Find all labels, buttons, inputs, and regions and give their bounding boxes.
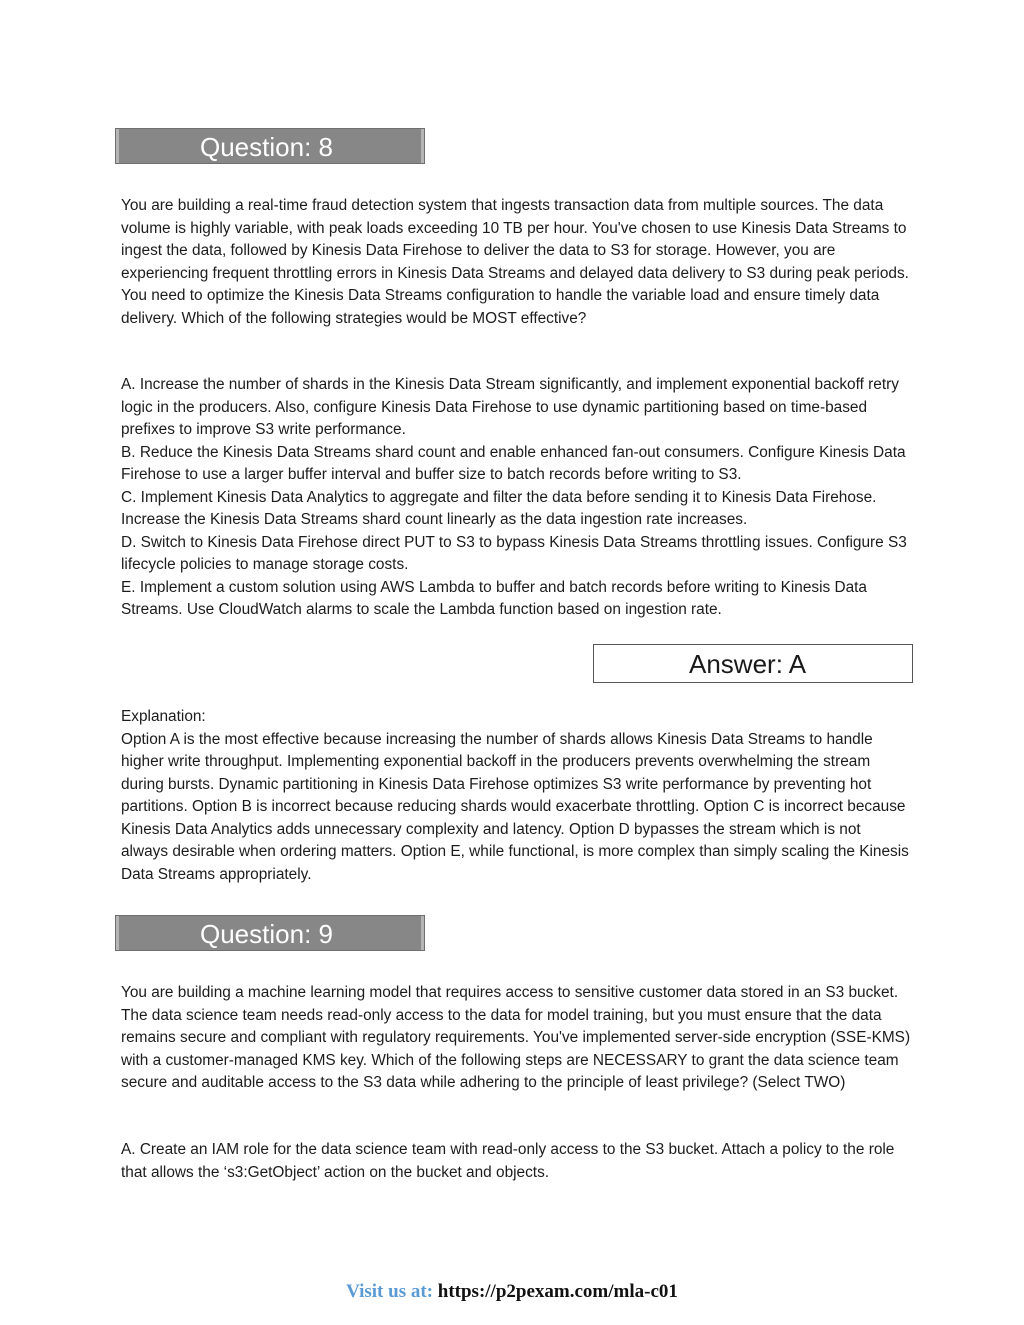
question-8-title: Question: 8: [200, 132, 333, 162]
option-b: B. Reduce the Kinesis Data Streams shard count and enable enhanced fan-out consumers. Configure Kinesis Data Firehose to use a larger buffer interval and buffer size to batch records before writing to S3.: [121, 443, 906, 483]
footer-url-link[interactable]: https://p2pexam.com/mla-c01: [437, 1281, 678, 1302]
q9-option-a: A. Create an IAM role for the data science team with read-only access to the S3 bucket. Attach a policy to the role that allows the ‘s3:GetObject’ action on the bucket and objects.: [121, 1141, 895, 1181]
question-8-stem: [121, 195, 911, 330]
question-8-stem-text: You are building a real-time fraud detection system that ingests transaction data from multiple sources. The data volume is highly variable, with peak loads exceeding 10 TB per hour. You've chosen to use Kinesis Data Streams to ingest the data, followed by Kinesis Data Firehose to deliver the data to S3 for storage. However, you are experiencing frequent throttling errors in Kinesis Data Streams and delayed data delivery to S3 during peak periods. You need to optimize the Kinesis Data Streams configuration to handle the variable load and ensure timely data delivery. Which of the following strategies would be MOST effective?: [121, 197, 909, 327]
question-8-explanation: [121, 706, 911, 886]
footer: [0, 1281, 1024, 1303]
question-9-stem: [121, 982, 911, 1095]
question-8-header: [115, 128, 425, 164]
explanation-text: Option A is the most effective because increasing the number of shards allows Kinesis Data Streams to handle higher write throughput. Implementing exponential backoff in the producers prevents overwhelming the stream during bursts. Dynamic partitioning in Kinesis Data Firehose optimizes S3 write performance by preventing hot partitions. Option B is incorrect because reducing shards would exacerbate throttling. Option C is incorrect because Kinesis Data Analytics adds unnecessary complexity and latency. Option D bypasses the stream which is not always desirable when ordering matters. Option E, while functional, is more complex than simply scaling the Kinesis Data Streams appropriately.: [121, 730, 909, 883]
option-e: E. Implement a custom solution using AWS Lambda to buffer and batch records before writing to Kinesis Data Streams. Use CloudWatch alarms to scale the Lambda function based on ingestion rate.: [121, 578, 867, 618]
question-8-options: [121, 374, 911, 622]
question-9-options: [121, 1139, 911, 1184]
answer-box: [593, 644, 913, 683]
option-d: D. Switch to Kinesis Data Firehose direct PUT to S3 to bypass Kinesis Data Streams throttling issues. Configure S3 lifecycle policies to manage storage costs.: [121, 533, 907, 573]
answer-text: Answer: A: [689, 649, 807, 679]
option-c: C. Implement Kinesis Data Analytics to aggregate and filter the data before sending it to Kinesis Data Firehose. Increase the Kinesis Data Streams shard count linearly as the data ingestion rate increases.: [121, 488, 877, 528]
question-9-stem-text: You are building a machine learning model that requires access to sensitive customer data stored in an S3 bucket. The data science team needs read-only access to the data for model training, but you must ensure that the data remains secure and compliant with regulatory requirements. You've implemented server-side encryption (SSE-KMS) with a customer-managed KMS key. Which of the following steps are NECESSARY to grant the data science team secure and auditable access to the S3 data while adhering to the principle of least privilege? (Select TWO): [121, 984, 911, 1091]
footer-visit-label: Visit us at:: [346, 1281, 434, 1302]
option-a: A. Increase the number of shards in the Kinesis Data Stream significantly, and implement exponential backoff retry logic in the producers. Also, configure Kinesis Data Firehose to use dynamic partitioning based on time-based prefixes to improve S3 write performance.: [121, 376, 899, 438]
explanation-label: Explanation:: [121, 708, 206, 725]
question-9-header: [115, 915, 425, 951]
question-9-title: Question: 9: [200, 919, 333, 949]
